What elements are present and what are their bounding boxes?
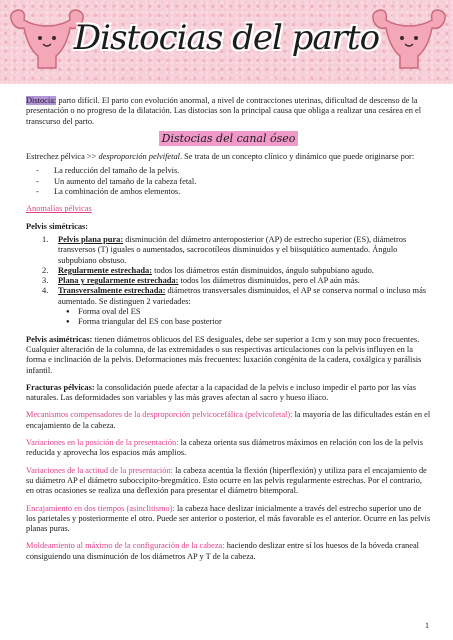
page-number: 1	[425, 621, 429, 630]
list-item: ● Forma oval del ES	[58, 307, 431, 317]
header-banner	[0, 0, 453, 84]
asimetricas-paragraph: Pelvis asimétricas: tienen diámetros oblicuos del ES desiguales, debe ser superior a 1cm y son muy poco frecuentes. Cualquier alteración de la columna, de las extremidades o sus respectivas articulaciones con la pelvis influyen en la forma e inclinación de la pelvis. Deformaciones más frecuentes: luxación congénita de la cadera, coxálgica y parálisis infantil.	[26, 334, 422, 375]
variaciones-actitud-paragraph: Variaciones de la actitud de la presentación: la cabeza acentúa la flexión (hiperflexión) y utiliza para el encajamiento de su diámetro AP el diámetro suboccipito-bregmático. Esto ocurre en las pelvis regularmente estrechas. Por el contrario, en otras ocasiones se realiza una deflexión para presentar el diámetro bitemporal.	[26, 465, 427, 496]
list-item: 3. Plana y regularmente estrechada: todos los diámetros disminuidos, pero el AP aún más.	[42, 276, 360, 286]
fracturas-paragraph: Fracturas pélvicas: la consolidación puede afectar a la capacidad de la pelvis e incluso impedir el parto por las vías naturales. Las deformidades son variables y las más graves afectan al sacro y hueso ilíaco.	[26, 382, 417, 403]
variaciones-posicion-paragraph: Variaciones en la posición de la presentación: la cabeza orienta sus diámetros máximos en relación con los de la pelvis reducida y aprovecha los espacios más amplios.	[26, 438, 423, 458]
simetricas-list	[26, 235, 431, 328]
simetricas-heading: Pelvis simétricas:	[26, 221, 89, 231]
list-item: - La combinación de ambos elementos.	[26, 187, 431, 197]
list-item: - Un aumento del tamaño de la cabeza fetal.	[26, 177, 431, 187]
variedades-list	[58, 307, 431, 328]
encajamiento-paragraph: Encajamiento en dos tiempos (asinclitismo): la cabeza hace deslizar inicialmente a través del estrecho superior uno de los parietales y posteriormente el otro. Puede ser anterior o posterior, el más favorable es el anterior. Ocurre en las pelvis planas puras.	[26, 503, 431, 534]
section-title: Distocias del canal óseo	[26, 134, 431, 145]
list-item: 2. Regularmente estrechada: todos los diámetros están disminuidos, ángulo subpubiano agudo.	[42, 265, 374, 275]
list-item: - La reducción del tamaño de la pelvis.	[26, 166, 431, 176]
list-item: 4. Transversalmente estrechada: diámetros transversales disminuidos, el AP se conserva normal o incluso más aumentado. Se distinguen 2 variedades: ● Forma oval del ES ● Forma triangular del ES con base posterior	[26, 286, 431, 327]
list-item: 1. Pelvis plana pura: disminución del diámetro anteroposterior (AP) de estrecho superior (ES), diámetros transversos (T) iguales o aumentados, sacrocotíleos disminuidos y el biisquiático aumentado. Ángulo subpubiano obstuso.	[42, 234, 407, 265]
document-body	[26, 96, 431, 569]
page-title: Distocias del parto	[73, 18, 380, 58]
anomalias-heading: Anomalías pélvicas	[26, 204, 92, 214]
causes-list	[26, 166, 431, 197]
distocia-term: Distocia:	[26, 96, 57, 105]
list-item: ● Forma triangular del ES con base posterior	[58, 317, 431, 327]
moldeamiento-paragraph: Moldeamiento al máximo de la configuración de la cabeza: haciendo deslizar entre sí los huesos de la bóveda craneal consiguiendo una disminución de los diámetros AP y T de la cabeza.	[26, 541, 420, 561]
estrechez-paragraph: Estrechez pélvica >> desproporción pelvifetal. Se trata de un concepto clínico y dinámico que puede originarse por:	[26, 152, 415, 162]
mecanismos-paragraph: Mecanismos compensadores de la desproporción pelvicocefálica (pelvicofetal): la mayoría de las dificultades están en el encajamiento de la cabeza.	[26, 410, 431, 430]
intro-paragraph: Distocia: parto difícil. El parto con evolución anormal, a nivel de contracciones uterinas, dificultad de descenso de la presentación o no progreso de la dilatación. Las distocias son la principal causa que obliga a realizar una cesárea en el transcurso del parto.	[26, 96, 422, 126]
